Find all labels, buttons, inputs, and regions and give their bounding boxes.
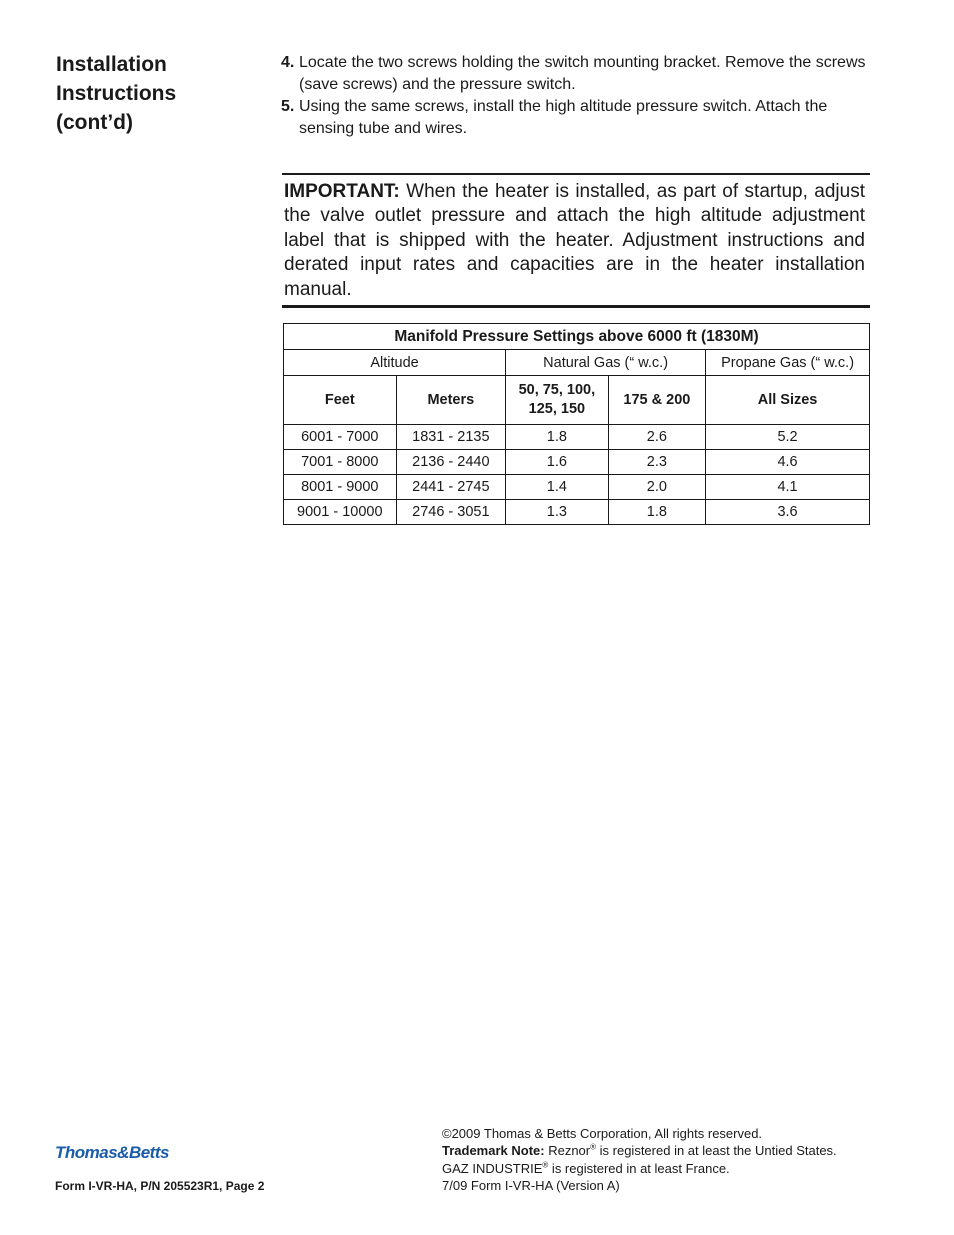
cell-pg: 4.6 [706,450,870,475]
gaz-text: is registered in at least France. [548,1160,730,1176]
table-row [284,500,870,525]
table-row [284,475,870,500]
column-header-ng-sizes-a [506,376,609,425]
cell-ng-b: 2.3 [608,450,705,475]
copyright-line: ©2009 Thomas & Betts Corporation, All rights reserved. [442,1126,763,1141]
cell-ng-a: 1.3 [506,500,609,525]
trademark-brand: Reznor [544,1143,591,1159]
cell-meters: 1831 - 2135 [396,425,506,450]
table-title: Manifold Pressure Settings above 6000 ft (1830M) [284,324,870,350]
step-item [281,52,871,95]
company-logo: Thomas&Betts [55,1143,169,1162]
instruction-steps [281,52,871,140]
cell-pg: 3.6 [706,500,870,525]
cell-ng-a: 1.8 [506,425,609,450]
cell-meters: 2136 - 2440 [396,450,506,475]
column-header-feet: Feet [284,376,397,425]
form-id: Form I-VR-HA, P/N 205523R1, Page 2 [55,1179,265,1193]
cell-feet: 9001 - 10000 [284,500,397,525]
table-row [284,450,870,475]
important-paragraph [284,180,865,302]
gaz-line [442,1160,882,1177]
table-row [284,425,870,450]
heading-line-3: (cont’d) [56,111,133,134]
cell-pg: 4.1 [706,475,870,500]
cell-ng-b: 2.0 [608,475,705,500]
group-header-altitude: Altitude [284,350,506,376]
manifold-pressure-table [283,323,870,525]
column-header-ng-sizes-b: 175 & 200 [608,376,705,425]
registered-mark: ® [590,1142,597,1152]
trademark-line [442,1142,882,1159]
heading-line-2: Instructions [56,82,177,105]
trademark-label: Trademark Note: [442,1143,545,1159]
group-header-propane-gas: Propane Gas (“ w.c.) [706,350,870,376]
cell-meters: 2441 - 2745 [396,475,506,500]
step-text: Locate the two screws holding the switch mounting bracket. Remove the screws (save screws) and the pressure switch. [299,54,866,93]
version-line: 7/09 Form I-VR-HA (Version A) [442,1177,620,1193]
ng-sizes-a-line1: 50, 75, 100, [518,382,596,398]
step-number: 4. [281,54,295,71]
cell-ng-a: 1.4 [506,475,609,500]
important-text: When the heater is installed, as part of startup, adjust the valve outlet pressure and attach the high altitude adjustment label that is shipped with the heater. Adjustment instructions and derated input rates and capacities are in the heater installation manual. [284,181,865,300]
step-number: 5. [281,98,295,115]
registered-mark: ® [542,1160,549,1170]
cell-ng-a: 1.6 [506,450,609,475]
group-header-natural-gas: Natural Gas (“ w.c.) [506,350,706,376]
footer-notes [442,1125,882,1194]
column-header-meters: Meters [396,376,506,425]
step-text: Using the same screws, install the high altitude pressure switch. Attach the sensing tube and wires. [299,98,828,137]
column-header-pg-sizes: All Sizes [706,376,870,425]
cell-ng-b: 1.8 [608,500,705,525]
cell-pg: 5.2 [706,425,870,450]
cell-meters: 2746 - 3051 [396,500,506,525]
cell-feet: 6001 - 7000 [284,425,397,450]
cell-feet: 8001 - 9000 [284,475,397,500]
heading-line-1: Installation [56,53,167,76]
cell-ng-b: 2.6 [608,425,705,450]
important-label: IMPORTANT: [284,181,400,202]
trademark-text: is registered in at least the Untied States. [596,1143,837,1159]
important-notice [282,173,870,308]
gaz-brand: GAZ INDUSTRIE [442,1160,543,1176]
cell-feet: 7001 - 8000 [284,450,397,475]
section-heading [56,50,256,137]
ng-sizes-a-line2: 125, 150 [528,401,586,417]
step-item [281,96,871,139]
